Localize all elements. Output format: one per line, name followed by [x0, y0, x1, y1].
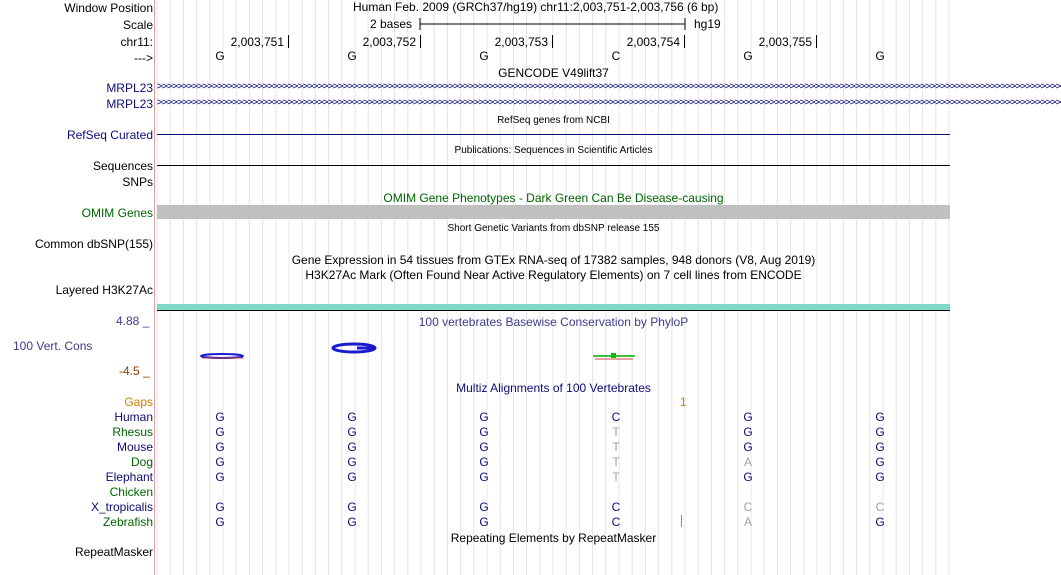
alignment-base: G [215, 455, 225, 469]
alignment-base: G [347, 500, 357, 514]
reference-base: G [743, 49, 753, 63]
ruler-position-label: 2,003,753 [494, 35, 548, 49]
gaps-marker: 1 [680, 395, 687, 409]
alignment-base: G [479, 455, 489, 469]
phylop-track-title: 100 vertebrates Basewise Conservation by PhyloP [418, 315, 689, 329]
alignment-base: A [743, 455, 752, 469]
browser-title: Human Feb. 2009 (GRCh37/hg19) chr11:2,003,751-2,003,756 (6 bp) [353, 0, 719, 14]
species-label-zebrafish[interactable]: Zebrafish [102, 515, 153, 529]
ruler-position-label: 2,003,752 [362, 35, 416, 49]
alignment-base: G [479, 425, 489, 439]
reference-base: G [215, 49, 225, 63]
gencode-gene-label-1[interactable]: MRPL23 [106, 81, 153, 95]
alignment-base: A [743, 515, 752, 529]
gtex-track-title: Gene Expression in 54 tissues from GTEx RNA-seq of 17382 samples, 948 donors (V8, Aug 2019) [291, 253, 816, 267]
dbsnp-track-title: Short Genetic Variants from dbSNP release 155 [447, 223, 660, 234]
h3k27ac-baseline [157, 310, 950, 311]
alignment-base: G [743, 410, 753, 424]
dbsnp-label[interactable]: Common dbSNP(155) [34, 237, 153, 251]
omim-track-title: OMIM Gene Phenotypes - Dark Green Can Be Disease-causing [383, 191, 724, 205]
alignment-base: G [215, 470, 225, 484]
zebrafish-gap-marker [681, 515, 684, 527]
gencode-gene-2[interactable]: >>>>>>>>>>>>>>>>>>>>>>>>>>>>>>>>>>>>>>>>>>>>>>>>>>>>>>>>>>>>>>>>>>>>>>>>>>>>>>>>>>>>>>>>>>>>>>>>>>>>>>>>>>>>>>>>>>>>>>>>>>>>>>>>>>>>>>>>>>>>>>>>>>>>>>>>>>>>>>>>>>>>>>>>>>>>>>>>>>>> [157, 97, 1061, 108]
alignment-base: G [743, 440, 753, 454]
omim-gene-bar[interactable] [157, 205, 950, 219]
h3k27ac-label[interactable]: Layered H3K27Ac [55, 283, 153, 297]
alignment-base: G [743, 470, 753, 484]
reference-base: G [479, 49, 489, 63]
alignment-base: G [875, 425, 885, 439]
alignment-base: G [347, 410, 357, 424]
repeatmasker-track-title: Repeating Elements by RepeatMasker [450, 531, 657, 545]
alignment-base: G [875, 515, 885, 529]
phylop-glyphs [157, 338, 950, 368]
alignment-base: G [347, 515, 357, 529]
alignment-base: G [215, 410, 225, 424]
omim-label[interactable]: OMIM Genes [81, 206, 153, 220]
reference-base: G [875, 49, 885, 63]
alignment-base: G [479, 410, 489, 424]
scale-text: 2 bases [370, 17, 413, 31]
multiz-track-title: Multiz Alignments of 100 Vertebrates [456, 381, 651, 395]
phylop-glyph-3-marker [611, 353, 616, 358]
reference-base: C [611, 49, 621, 63]
gencode-gene-1[interactable]: >>>>>>>>>>>>>>>>>>>>>>>>>>>>>>>>>>>>>>>>>>>>>>>>>>>>>>>>>>>>>>>>>>>>>>>>>>>>>>>>>>>>>>>>>>>>>>>>>>>>>>>>>>>>>>>>>>>>>>>>>>>>>>>>>>>>>>>>>>>>>>>>>>>>>>>>>>>>>>>>>>>>>>>>>>>>>>>>>>>> [157, 81, 1061, 92]
alignment-base: G [479, 500, 489, 514]
alignment-base: G [347, 425, 357, 439]
alignment-base: G [347, 440, 357, 454]
snps-label[interactable]: SNPs [122, 175, 153, 189]
alignment-base: T [612, 470, 620, 484]
species-label-dog[interactable]: Dog [130, 455, 153, 469]
track-label-divider [154, 0, 155, 575]
ruler-position-label: 2,003,754 [626, 35, 680, 49]
conservation-label[interactable]: 100 Vert. Cons [13, 339, 93, 353]
ruler-position-label: 2,003,755 [758, 35, 812, 49]
alignment-base: T [612, 455, 620, 469]
alignment-base: G [347, 455, 357, 469]
publications-track-title: Publications: Sequences in Scientific Articles [454, 145, 653, 156]
ruler-tick [288, 35, 289, 48]
h3k27ac-track-title: H3K27Ac Mark (Often Found Near Active Regulatory Elements) on 7 cell lines from ENCODE [305, 268, 802, 282]
ruler-position-label: 2,003,751 [230, 35, 284, 49]
alignment-base: C [611, 500, 621, 514]
ruler-tick [684, 35, 685, 48]
gaps-label[interactable]: Gaps [124, 395, 153, 409]
alignment-base: C [611, 410, 621, 424]
strand-arrow-label[interactable]: ---> [134, 51, 153, 65]
chrom-label[interactable]: chr11: [120, 35, 153, 49]
refseq-label[interactable]: RefSeq Curated [66, 128, 153, 142]
reference-base: G [347, 49, 357, 63]
phylop-min-label: -4.5 _ [119, 364, 150, 378]
alignment-base: G [875, 440, 885, 454]
alignment-base: T [612, 440, 620, 454]
phylop-glyph-1 [201, 354, 243, 358]
alignment-base: G [215, 425, 225, 439]
alignment-base: G [215, 500, 225, 514]
gencode-track-title: GENCODE V49lift37 [498, 66, 609, 80]
ruler-tick [552, 35, 553, 48]
alignment-base: C [611, 515, 621, 529]
alignment-base: T [612, 425, 620, 439]
phylop-max-label: 4.88 _ [116, 314, 150, 328]
alignment-base: G [215, 440, 225, 454]
ruler-tick [420, 35, 421, 48]
alignment-base: G [479, 470, 489, 484]
alignment-base: C [743, 500, 753, 514]
alignment-base: G [215, 515, 225, 529]
refseq-gene-line[interactable] [157, 134, 950, 135]
species-label-chicken[interactable]: Chicken [109, 485, 153, 499]
sequences-line[interactable] [157, 165, 950, 166]
ruler-tick [816, 35, 817, 48]
species-label-mouse[interactable]: Mouse [116, 440, 153, 454]
species-label-elephant[interactable]: Elephant [105, 470, 153, 484]
alignment-base: G [875, 410, 885, 424]
alignment-base: G [875, 455, 885, 469]
gencode-gene-label-2[interactable]: MRPL23 [106, 97, 153, 111]
species-label-rhesus[interactable]: Rhesus [112, 425, 153, 439]
scale-label[interactable]: Scale [122, 18, 153, 32]
alignment-base: G [479, 440, 489, 454]
alignment-base: C [875, 500, 885, 514]
alignment-base: G [743, 425, 753, 439]
alignment-base: G [347, 470, 357, 484]
alignment-base: G [479, 515, 489, 529]
repeatmasker-label[interactable]: RepeatMasker [74, 545, 153, 559]
alignment-base: G [875, 470, 885, 484]
species-label-x_tropicalis[interactable]: X_tropicalis [90, 500, 153, 514]
species-label-human[interactable]: Human [114, 410, 153, 424]
assembly-label: hg19 [694, 17, 721, 31]
refseq-track-title: RefSeq genes from NCBI [497, 115, 610, 126]
window-position-label: Window Position [64, 1, 153, 15]
scale-bar [419, 16, 687, 32]
sequences-label[interactable]: Sequences [92, 159, 153, 173]
